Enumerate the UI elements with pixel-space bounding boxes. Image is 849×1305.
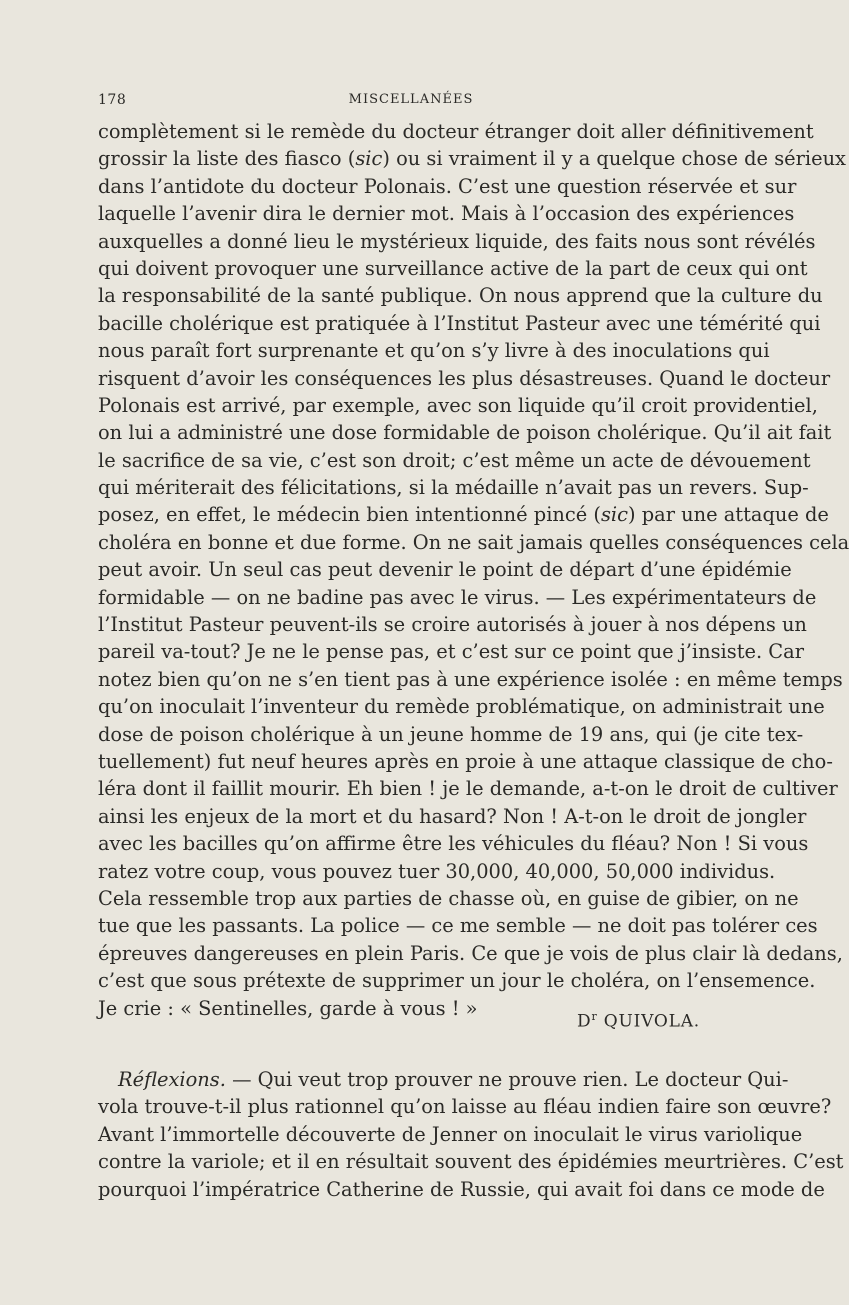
- text-line: peut avoir. Un seul cas peut devenir le point de départ d’une épidémie: [98, 558, 792, 582]
- page-header: [98, 92, 724, 114]
- reflexions-line: contre la variole; et il en résultait souvent des épidémies meurtrières. C’est: [98, 1150, 844, 1174]
- text-line: notez bien qu’on ne s’en tient pas à une expérience isolée : en même temps: [98, 667, 843, 691]
- signature-title: D: [577, 1011, 592, 1032]
- text-line: tue que les passants. La police — ce me semble — ne doit pas tolérer ces: [98, 914, 818, 938]
- running-head: MISCELLANÉES: [348, 92, 474, 107]
- text-line: auxquelles a donné lieu le mystérieux liquide, des faits nous sont révélés: [98, 229, 816, 253]
- text-line: léra dont il faillit mourir. Eh bien ! je le demande, a-t-on le droit de cultiver: [98, 777, 838, 801]
- text-line: on lui a administré une dose formidable de poison cholérique. Qu’il ait fait: [98, 421, 832, 445]
- text-line: choléra en bonne et due forme. On ne sait jamais quelles conséquences cela: [98, 530, 849, 554]
- text-line: qu’on inoculait l’inventeur du remède problématique, on administrait une: [98, 695, 825, 719]
- text-line: ratez votre coup, vous pouvez tuer 30,000, 40,000, 50,000 individus.: [98, 859, 776, 883]
- text-line: qui mériterait des félicitations, si la médaille n’avait pas un revers. Sup-: [98, 476, 809, 500]
- text-line: bacille cholérique est pratiquée à l’Institut Pasteur avec une témérité qui: [98, 311, 821, 335]
- reflexions-first-line: [98, 1066, 789, 1093]
- text-line: complètement si le remède du docteur étranger doit aller définitivement: [98, 120, 814, 143]
- text-line: Cela ressemble trop aux parties de chasse où, en guise de gibier, on ne: [98, 886, 799, 910]
- text-line: le sacrifice de sa vie, c’est son droit; c’est même un acte de dévouement: [98, 448, 811, 472]
- text-line: tuellement) fut neuf heures après en proie à une attaque classique de cho-: [98, 749, 833, 773]
- signature-title-sup: r: [591, 1010, 598, 1023]
- reflexions-lines: [98, 1093, 844, 1203]
- text-line: ainsi les enjeux de la mort et du hasard? Non ! A-t-on le droit de jongler: [98, 804, 807, 828]
- text-line: Je crie : « Sentinelles, garde à vous ! »: [98, 996, 478, 1020]
- reflexions-line: vola trouve-t-il plus rationnel qu’on laisse au fléau indien faire son œuvre?: [98, 1095, 832, 1119]
- text-line: l’Institut Pasteur peuvent-ils se croire autorisés à jouer à nos dépens un: [98, 613, 807, 637]
- text-line: nous paraît fort surprenante et qu’on s’y livre à des inoculations qui: [98, 339, 770, 363]
- text-line: dose de poison cholérique à un jeune homme de 19 ans, qui (je cite tex-: [98, 722, 804, 746]
- text-line: grossir la liste des fiasco (sic) ou si vraiment il y a quelque chose de sérieux: [98, 147, 846, 171]
- text-line: dans l’antidote du docteur Polonais. C’est une question réservée et sur: [98, 174, 797, 198]
- reflexions-section: [98, 1066, 844, 1203]
- text-line: posez, en effet, le médecin bien intentionné pincé (sic) par une attaque de: [98, 503, 829, 527]
- text-line: Polonais est arrivé, par exemple, avec son liquide qu’il croit providentiel,: [98, 393, 818, 417]
- page-number: 178: [98, 92, 127, 108]
- reflexions-label: Réflexions.: [118, 1068, 226, 1091]
- article-body: [98, 118, 849, 1022]
- reflexions-first-text: — Qui veut trop prouver ne prouve rien. Le docteur Qui-: [225, 1068, 789, 1091]
- text-line: formidable — on ne badine pas avec le virus. — Les expérimentateurs de: [98, 585, 817, 609]
- text-line: avec les bacilles qu’on affirme être les véhicules du fléau? Non ! Si vous: [98, 832, 809, 856]
- text-line: qui doivent provoquer une surveillance active de la part de ceux qui ont: [98, 256, 808, 280]
- signature-name: QUIVOLA.: [603, 1011, 700, 1032]
- signature: [577, 1010, 700, 1032]
- text-line: c’est que sous prétexte de supprimer un jour le choléra, on l’ensemence.: [98, 969, 816, 993]
- text-line: la responsabilité de la santé publique. On nous apprend que la culture du: [98, 284, 823, 308]
- reflexions-line: Avant l’immortelle découverte de Jenner on inoculait le virus variolique: [98, 1122, 803, 1146]
- text-line: épreuves dangereuses en plein Paris. Ce que je vois de plus clair là dedans,: [98, 941, 843, 965]
- reflexions-line: pourquoi l’impératrice Catherine de Russie, qui avait foi dans ce mode de: [98, 1177, 825, 1201]
- text-line: pareil va-tout? Je ne le pense pas, et c’est sur ce point que j’insiste. Car: [98, 640, 804, 664]
- text-line: risquent d’avoir les conséquences les plus désastreuses. Quand le docteur: [98, 366, 831, 390]
- text-line: laquelle l’avenir dira le dernier mot. Mais à l’occasion des expériences: [98, 202, 795, 226]
